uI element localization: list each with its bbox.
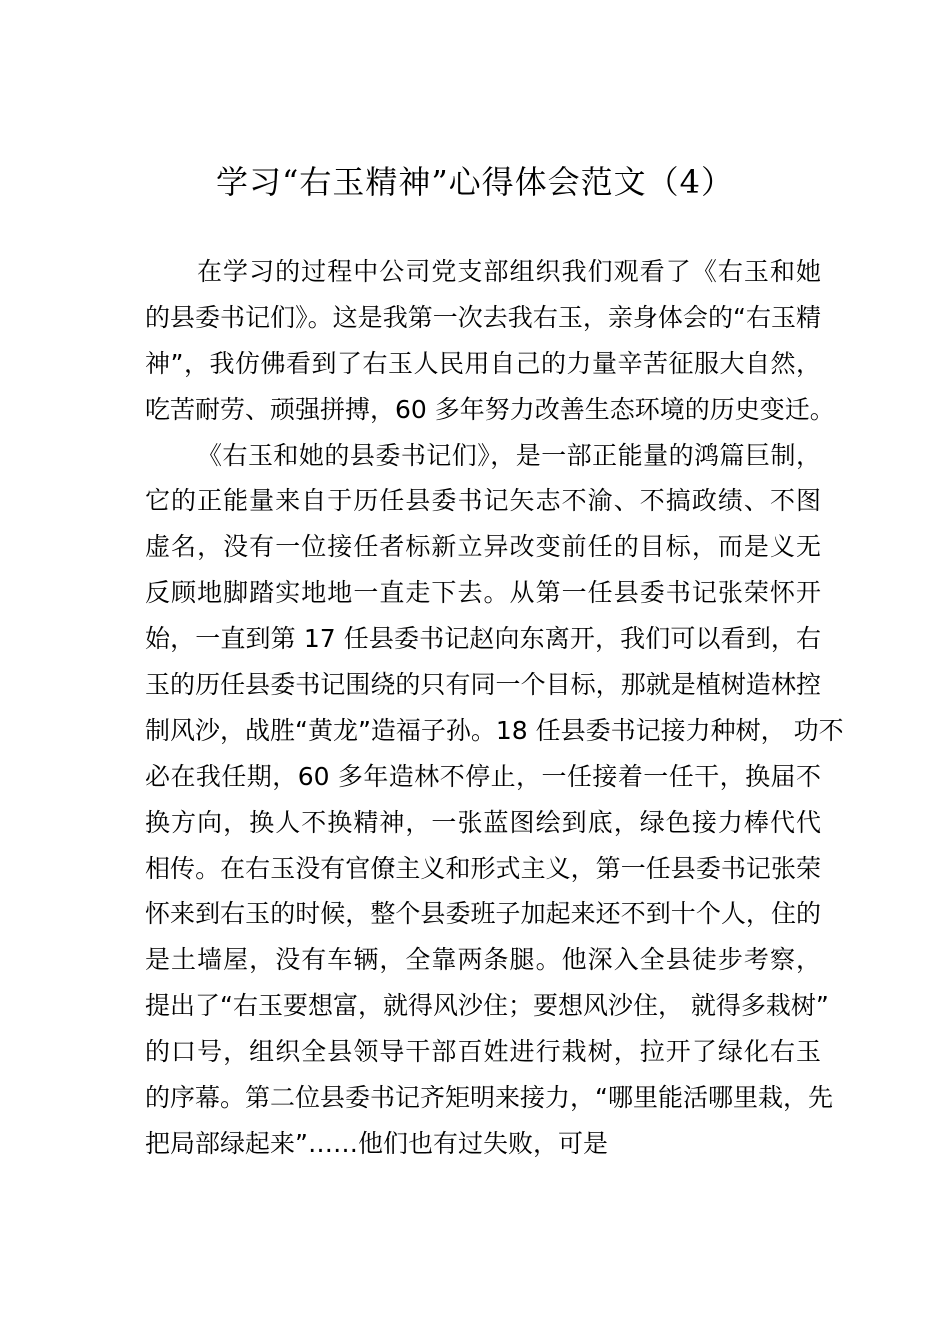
text-line: 始，一直到第 17 任县委书记赵向东离开，我们可以看到，右 [145, 624, 821, 654]
text-line: 制风沙，战胜“黄龙”造福子孙。18 任县委书记接力种树， 功不 [145, 715, 844, 745]
text-line: 把局部绿起来”……他们也有过失败，可是 [145, 1128, 608, 1158]
text-line: 它的正能量来自于历任县委书记矢志不渝、不搞政绩、不图 [145, 486, 821, 516]
text-line: 换方向，换人不换精神，一张蓝图绘到底，绿色接力棒代代 [145, 807, 821, 837]
paragraph [145, 249, 835, 433]
text-line: 是土墙屋，没有车辆，全靠两条腿。他深入全县徒步考察， [145, 945, 821, 975]
text-line: 神”，我仿佛看到了右玉人民用自己的力量辛苦征服大自然， [145, 348, 821, 378]
text-line: 玉的历任县委书记围绕的只有同一个目标，那就是植树造林控 [145, 670, 821, 700]
text-line: 怀来到右玉的时候，整个县委班子加起来还不到十个人，住的 [145, 899, 821, 929]
text-line: 的县委书记们》。这是我第一次去我右玉，亲身体会的“右玉精 [145, 302, 821, 332]
text-line: 反顾地脚踏实地地一直走下去。从第一任县委书记张荣怀开 [145, 578, 821, 608]
text-line: 在学习的过程中公司党支部组织我们观看了《右玉和她 [197, 257, 821, 286]
text-line: 的口号，组织全县领导干部百姓进行栽树，拉开了绿化右玉 [145, 1037, 821, 1067]
text-line: 吃苦耐劳、顽强拼搏，60 多年努力改善生态环境的历史变迁。 [145, 394, 835, 424]
text-line: 虚名，没有一位接任者标新立异改变前任的目标，而是义无 [145, 532, 821, 562]
text-line: 必在我任期，60 多年造林不停止，一任接着一任干，换届不 [145, 761, 821, 791]
text-line: 《右玉和她的县委书记们》，是一部正能量的鸿篇巨制， [197, 440, 821, 470]
paragraph [145, 433, 844, 1167]
document-title: 学习“右玉精神”心得体会范文（4） [215, 163, 735, 201]
document-body [145, 249, 844, 1167]
text-line: 相传。在右玉没有官僚主义和形式主义，第一任县委书记张荣 [145, 853, 821, 883]
text-line: 的序幕。第二位县委书记齐矩明来接力，“哪里能活哪里栽，先 [145, 1083, 833, 1113]
text-line: 提出了“右玉要想富，就得风沙住；要想风沙住， 就得多栽树” [145, 991, 829, 1021]
